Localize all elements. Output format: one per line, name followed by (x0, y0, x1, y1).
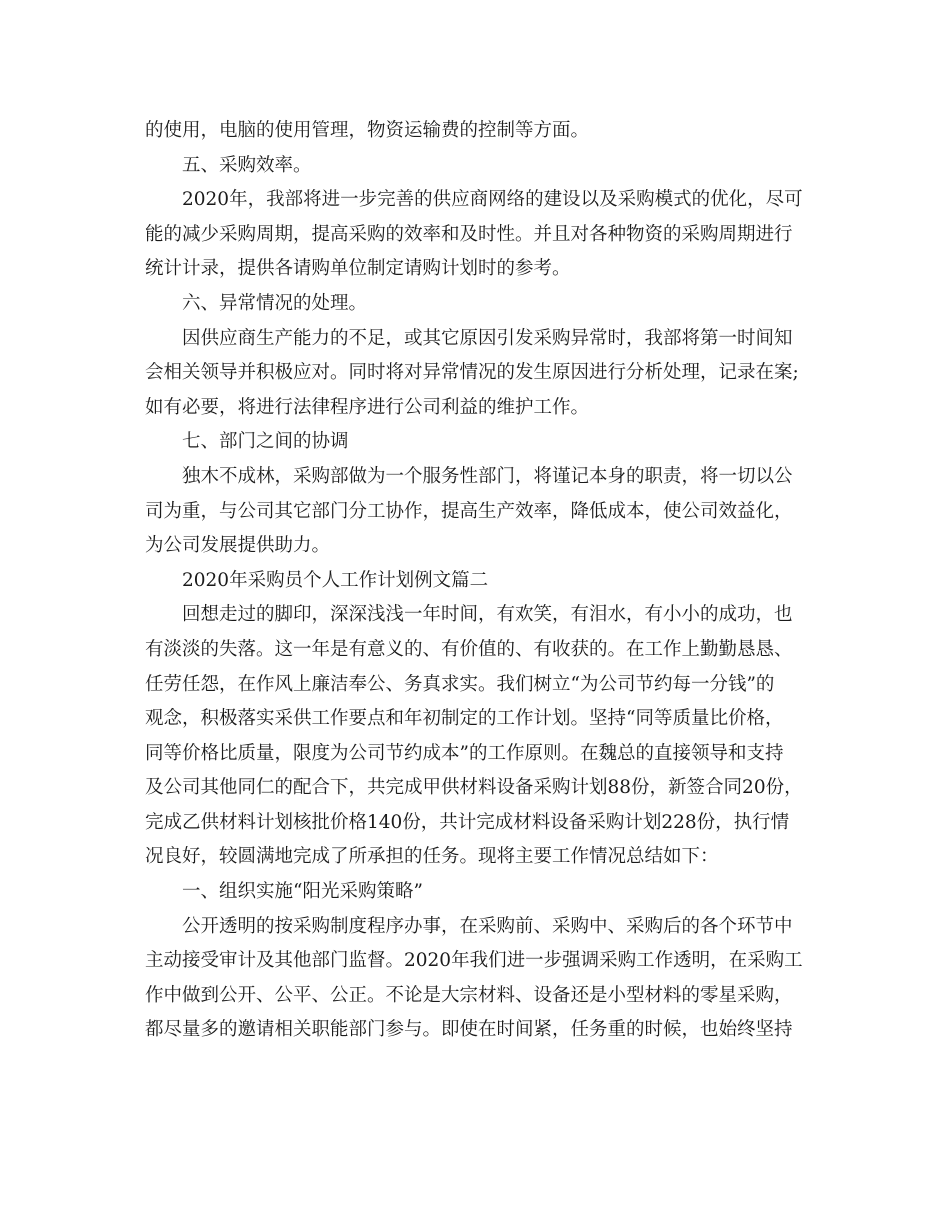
text-line: 七、部门之间的协调 (182, 431, 349, 453)
text-line: 一、组织实施“阳光采购策略” (182, 881, 423, 903)
text-line: 统计计录，提供各请购单位制定请购计划时的参考。 (145, 258, 571, 280)
text-line: 独木不成林，采购部做为一个服务性部门，将谨记本身的职责，将一切以公 (182, 465, 793, 487)
text-line: 主动接受审计及其他部门监督。2020年我们进一步强调采购工作透明，在采购工 (145, 950, 803, 972)
text-line: 观念，积极落实采供工作要点和年初制定的工作计划。坚持“同等质量比价格， (145, 708, 784, 730)
text-line: 六、异常情况的处理。 (182, 292, 368, 314)
text-line: 任劳任怨，在作风上廉洁奉公、务真求实。我们树立“为公司节约每一分钱”的 (145, 673, 775, 695)
text-line: 能的减少采购周期，提高采购的效率和及时性。并且对各种物资的采购周期进行 (145, 223, 793, 245)
text-line: 为公司发展提供助力。 (145, 535, 331, 557)
document-body (145, 114, 810, 1048)
text-line: 公开透明的按采购制度程序办事，在采购前、采购中、采购后的各个环节中 (182, 915, 793, 937)
text-line: 2020年，我部将进一步完善的供应商网络的建设以及采购模式的优化，尽可 (182, 189, 803, 211)
text-line: 作中做到公开、公平、公正。不论是大宗材料、设备还是小型材料的零星采购， (145, 984, 793, 1006)
text-line: 因供应商生产能力的不足，或其它原因引发采购异常时，我部将第一时间知 (182, 327, 793, 349)
text-line: 都尽量多的邀请相关职能部门参与。即使在时间紧，任务重的时候，也始终坚持 (145, 1019, 793, 1041)
text-line: 2020年采购员个人工作计划例文篇二 (182, 569, 489, 591)
text-line: 有淡淡的失落。这一年是有意义的、有价值的、有收获的。在工作上勤勤恳恳、 (145, 638, 793, 660)
text-line: 如有必要，将进行法律程序进行公司利益的维护工作。 (145, 396, 590, 418)
text-line: 及公司其他同仁的配合下，共完成甲供材料设备采购计划88份，新签合同20份， (145, 777, 803, 799)
text-line: 会相关领导并积极应对。同时将对异常情况的发生原因进行分析处理，记录在案; (145, 362, 799, 384)
text-line: 况良好，较圆满地完成了所承担的任务。现将主要工作情况总结如下： (145, 846, 719, 868)
text-line: 司为重，与公司其它部门分工协作，提高生产效率，降低成本，使公司效益化， (145, 500, 793, 522)
text-line: 同等价格比质量，限度为公司节约成本”的工作原则。在魏总的直接领导和支持 (145, 742, 784, 764)
text-line: 五、采购效率。 (182, 154, 312, 176)
text-line: 的使用，电脑的使用管理，物资运输费的控制等方面。 (145, 120, 590, 141)
text-line: 回想走过的脚印，深深浅浅一年时间，有欢笑，有泪水，有小小的成功，也 (182, 604, 793, 626)
text-line: 完成乙供材料计划核批价格140份，共计完成材料设备采购计划228份，执行情 (145, 811, 790, 833)
